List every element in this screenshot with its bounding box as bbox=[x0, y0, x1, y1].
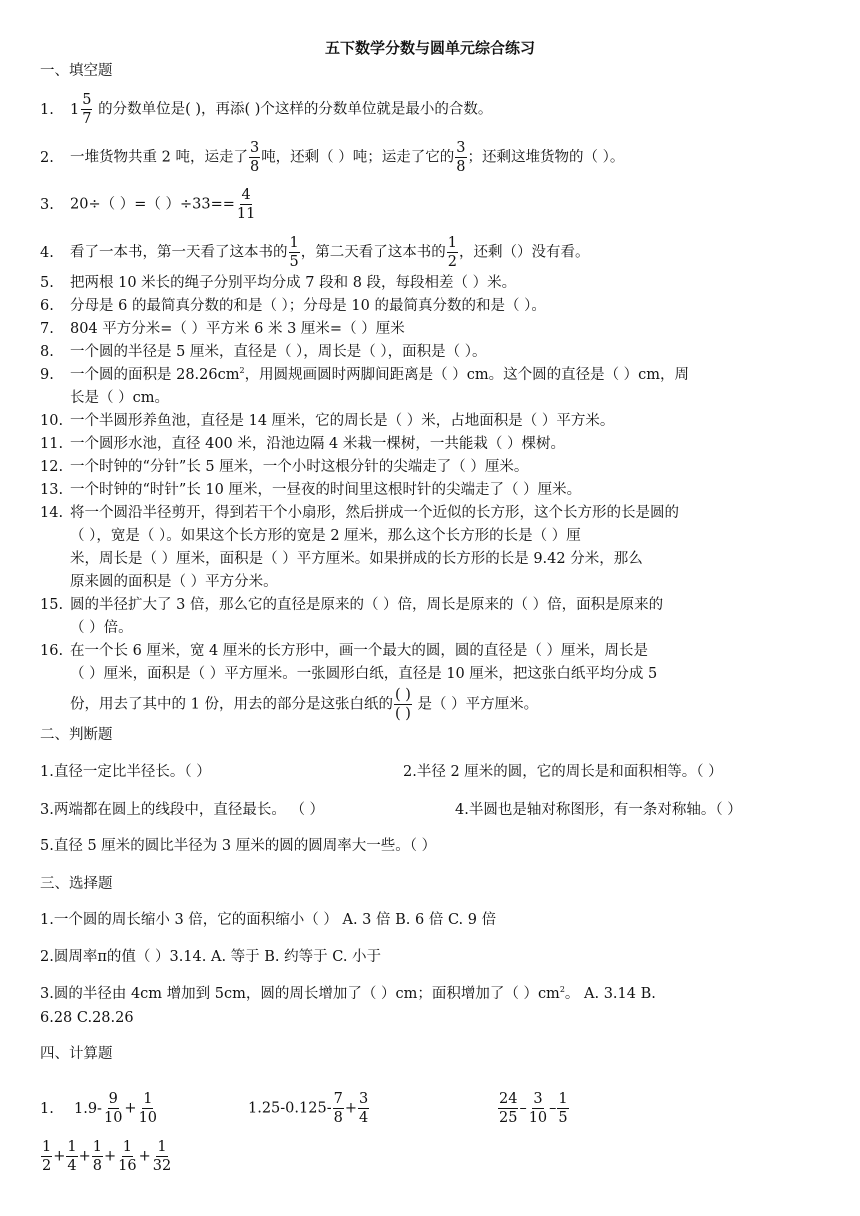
calc-item-2: 1.25-0.125- $\frac{7}{8}$ + $\frac{3}{4}$ bbox=[248, 1091, 369, 1126]
calc-item-1: 1. 1.9- $\frac{9}{10}$ + $\frac{1}{10}$ bbox=[40, 1091, 158, 1126]
fraction: $\frac{1}{2}$ bbox=[42, 1139, 52, 1174]
section-heading-calc: 四、计算题 bbox=[40, 1046, 113, 1062]
question-9-cont: 长是（ ）cm。 bbox=[70, 390, 169, 406]
fraction: $\frac{9}{10}$ bbox=[103, 1091, 123, 1126]
question-16-line-2: （ ）厘米，面积是（ ）平方厘米。一张圆形白纸，直径是 10 厘米，把这张白纸平均分成 5 bbox=[70, 666, 658, 682]
fraction: $\frac{1}{8}$ bbox=[92, 1139, 103, 1174]
fraction: $\frac{1}{5}$ bbox=[558, 1091, 568, 1126]
fraction: $\frac{1}{2}$ bbox=[447, 235, 457, 270]
question-3: 3. 20÷（ ）=（ ）÷33== $\frac{4}{11}$ bbox=[40, 187, 256, 222]
question-5: 5. 把两根 10 米长的绳子分别平均分成 7 段和 8 段，每段相差（ ）米。 bbox=[40, 275, 517, 291]
calc-item-3: $\frac{24}{25}$ – $\frac{3}{10}$ – $\frac{1}{5}$ bbox=[499, 1091, 568, 1126]
fraction: $\frac{5}{7}$ bbox=[82, 92, 92, 127]
question-11: 11. 一个圆形水池，直径 400 米，沿池边隔 4 米栽一棵树，一共能栽（ ）棵树。 bbox=[40, 436, 565, 452]
fraction: $\frac{7}{8}$ bbox=[333, 1091, 343, 1126]
fraction: $\frac{3}{4}$ bbox=[359, 1091, 369, 1126]
fraction: $\frac{3}{10}$ bbox=[528, 1091, 548, 1126]
section-heading-fill: 一、填空题 bbox=[40, 63, 113, 79]
fraction: $\frac{1}{4}$ bbox=[67, 1139, 77, 1174]
page-title: 五下数学分数与圆单元综合练习 bbox=[324, 39, 535, 57]
question-14-line-3: 米，周长是（ ）厘米，面积是（ ）平方厘米。如果拼成的长方形的长是 9.42 分米，那么 bbox=[70, 551, 643, 567]
question-15-line-2: （ ）倍。 bbox=[70, 620, 133, 636]
fraction: $\frac{3}{8}$ bbox=[249, 140, 260, 175]
choice-item-3: 3.圆的半径由 4cm 增加到 5cm，圆的周长增加了（ ）cm；面积增加了（ ）$cm^2$。 A. 3.14 B. bbox=[40, 985, 656, 1002]
question-6: 6. 分母是 6 的最简真分数的和是（ ）；分母是 10 的最简真分数的和是（ ）。 bbox=[40, 298, 546, 314]
fraction: $\frac{4}{11}$ bbox=[236, 187, 256, 222]
fraction: $\frac{1}{16}$ bbox=[118, 1139, 137, 1174]
fraction: $\frac{24}{25}$ bbox=[499, 1091, 518, 1126]
question-12: 12. 一个时钟的“分针”长 5 厘米，一个小时这根分针的尖端走了（ ）厘米。 bbox=[40, 459, 529, 475]
question-14: 14. 将一个圆沿半径剪开，得到若干个小扇形，然后拼成一个近似的长方形，这个长方形的长是圆的 bbox=[40, 505, 679, 521]
question-7: 7. 804 平方分米=（ ）平方米 6 米 3 厘米=（ ）厘米 bbox=[40, 321, 405, 337]
fraction: $\frac{3}{8}$ bbox=[456, 140, 466, 175]
calc-item-4: $\frac{1}{2}$ + $\frac{1}{4}$ + $\frac{1}{8}$ + $\frac{1}{16}$ + $\frac{1}{32}$ bbox=[42, 1139, 172, 1174]
section-heading-choice: 三、选择题 bbox=[40, 876, 113, 892]
question-14-line-4: 原来圆的面积是（ ）平方分米。 bbox=[70, 574, 278, 590]
choice-item-2: 2.圆周率π的值（ ）3.14. A. 等于 B. 约等于 C. 小于 bbox=[40, 949, 382, 965]
question-1: 1. 1 $\frac{5}{7}$ 的分数单位是( )，再添( )个这样的分数单位就是最小的合数。 bbox=[40, 92, 493, 127]
question-10: 10. 一个半圆形养鱼池，直径是 14 厘米，它的周长是（ ）米，占地面积是（ ）平方米。 bbox=[40, 413, 615, 429]
choice-item-1: 1.一个圆的周长缩小 3 倍，它的面积缩小（ ） A. 3 倍 B. 6 倍 C. 9 倍 bbox=[40, 912, 497, 928]
judge-item-1: 1.直径一定比半径长。（ ） bbox=[40, 764, 211, 780]
question-14-line-2: （ ），宽是（ ）。如果这个长方形的宽是 2 厘米，那么这个长方形的长是（ ）厘 bbox=[70, 528, 581, 544]
fraction: $\frac{1}{5}$ bbox=[289, 235, 299, 270]
choice-item-3-cont: 6.28 C.28.26 bbox=[40, 1010, 134, 1026]
question-8: 8. 一个圆的半径是 5 厘米，直径是（ ），周长是（ ），面积是（ ）。 bbox=[40, 344, 487, 360]
fraction: $\frac{( )}{( )}$ bbox=[394, 687, 411, 722]
fraction: $\frac{1}{10}$ bbox=[138, 1091, 158, 1126]
question-9: 9. 一个圆的面积是 $28.26cm^2$，用圆规画圆时两脚间距离是（ ）cm。这个圆的直径是（ ）cm，周 bbox=[40, 366, 690, 383]
fraction: $\frac{1}{32}$ bbox=[152, 1139, 172, 1174]
question-4: 4. 看了一本书，第一天看了这本书的 $\frac{1}{5}$ ，第二天看了这本书的 $\frac{1}{2}$ ，还剩（）没有看。 bbox=[40, 235, 590, 270]
judge-item-2: 2.半径 2 厘米的圆，它的周长是和面积相等。（ ） bbox=[403, 764, 723, 780]
question-16: 16. 在一个长 6 厘米，宽 4 厘米的长方形中，画一个最大的圆，圆的直径是（ ）厘米，周长是 bbox=[40, 643, 648, 659]
judge-item-5: 5.直径 5 厘米的圆比半径为 3 厘米的圆的圆周率大一些。（ ） bbox=[40, 838, 437, 854]
question-16-line-3: 份，用去了其中的 1 份，用去的部分是这张白纸的 $\frac{( )}{( )}$ 是（ ）平方厘米。 bbox=[70, 687, 539, 722]
judge-item-4: 4.半圆也是轴对称图形，有一条对称轴。（ ） bbox=[455, 802, 742, 818]
question-13: 13. 一个时钟的“时针”长 10 厘米，一昼夜的时间里这根时针的尖端走了（ ）厘米。 bbox=[40, 482, 582, 498]
judge-item-3: 3.两端都在圆上的线段中，直径最长。 （ ） bbox=[40, 802, 325, 818]
section-heading-judge: 二、判断题 bbox=[40, 727, 113, 743]
question-15: 15. 圆的半径扩大了 3 倍，那么它的直径是原来的（ ）倍，周长是原来的（ ）倍，面积是原来的 bbox=[40, 597, 664, 613]
question-2: 2. 一堆货物共重 2 吨，运走了 $\frac{3}{8}$ 吨，还剩（ ）吨；运走了它的 $\frac{3}{8}$ ；还剩这堆货物的（ ）。 bbox=[40, 140, 625, 175]
